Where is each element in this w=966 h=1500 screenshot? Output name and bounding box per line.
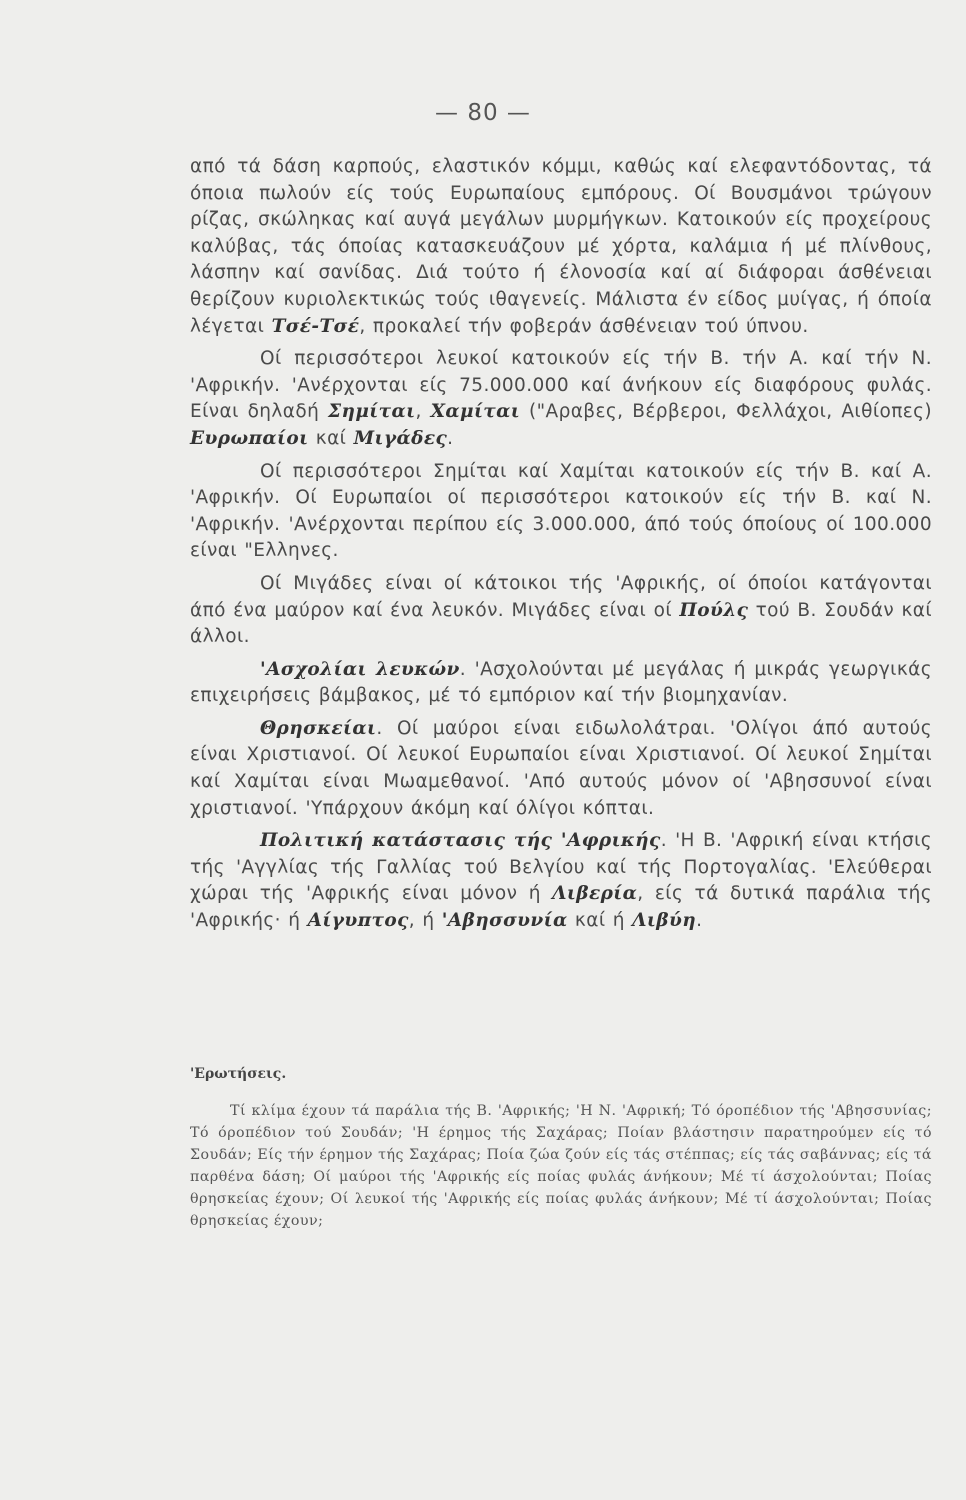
text-run: , ή — [408, 910, 442, 932]
highlight-term: Λιβερία — [552, 883, 638, 905]
highlight-term: Πούλς — [679, 599, 749, 621]
text-run: ("Αραβες, Βέρβεροι, Φελλάχοι, Αιθίοπες) — [520, 401, 933, 423]
text-run: καί — [308, 427, 354, 449]
text-run: από τά δάση καρπούς, ελαστικόν κόμμι, καθώς καί ελεφαντόδοντας, τά όποια πωλούν είς τούς Ευρωπαίους εμπόρους. Οί Βουσμάνοι τρώγουν ρίζας, σκώληκας καί αυγά μεγάλων μυρμήγκων. Κατοικούν είς προχείρους καλύβας, τάς όποίας κατασκευάζουν μέ χόρτα, καλάμια ή μέ πλίνθους, λάσπην καί σανίδας. Διά τούτο ή έλονοσία καί αί διάφοραι άσθένειαι θερίζουν κυριολεκτικώς τούς ιθαγενείς. Μάλιστα έν είδος μυίγας, ή όποία λέγεται — [190, 156, 932, 337]
text-run: τού Β. Σουδάν καί άλλοι. — [190, 599, 933, 648]
paragraph-2 — [190, 346, 932, 452]
section-heading: 'Ασχολίαι λευκών — [260, 658, 460, 680]
text-run: καί ή — [567, 910, 633, 932]
paragraph-3 — [190, 459, 932, 565]
text-run: . 'Η Β. 'Αφρική είναι κτήσις τής 'Αγγλίας τής Γαλλίας τού Βελγίου καί τής Πορτογαλίας. 'Ελεύθεραι χώραι τής 'Αφρικής είναι μόνον ή — [190, 830, 932, 905]
text-run: , είς τά δυτικά παράλια τής 'Αφρικής· ή — [190, 883, 932, 932]
questions-text: Τί κλίμα έχουν τά παράλια τής Β. 'Αφρικής; 'Η Ν. 'Αφρική; Τό όροπέδιον τής 'Αβησσυνίας; Τό όροπέδιον τού Σουδάν; 'Η έρημος τής Σαχάρας; Ποίαν βλάστησιν παρατηρούμεν είς τό Σουδάν; Είς τήν έρημον τής Σαχάρας; Ποία ζώα ζούν είς τάς στέππας; είς τάς σαβάννας; είς τά παρθένα δάση; Οί μαύροι τής 'Αφρικής είς ποίας φυλάς άνήκουν; Μέ τί άσχολούνται; Ποίας θρησκείας έχουν; Οί λευκοί τής 'Αφρικής είς ποίας φυλάς άνήκουν; Μέ τί άσχολούνται; Ποίας θρησκείας έχουν; — [190, 1103, 932, 1229]
text-run: . — [447, 427, 454, 449]
section-heading: Πολιτική κατάστασις τής 'Αφρικής — [260, 830, 661, 852]
paragraph-1 — [190, 154, 932, 340]
section-heading: Θρησκείαι — [260, 717, 377, 739]
highlight-term: Λιβύη — [632, 910, 697, 932]
body-text — [190, 154, 932, 941]
paragraph-7 — [190, 828, 932, 934]
highlight-term: Σημίται — [328, 401, 416, 423]
text-run: , προκαλεί τήν φοβεράν άσθένειαν τού ύπνου. — [359, 315, 809, 337]
highlight-term: Τσέ-Τσέ — [271, 315, 360, 337]
text-run: Οί Μιγάδες είναι οί κάτοικοι τής 'Αφρικής, οί όποίοι κατάγονται άπό ένα μαύρον καί ένα λευκόν. Μιγάδες είναι οί — [190, 572, 932, 621]
highlight-term: 'Αβησσυνία — [441, 910, 568, 932]
paragraph-5 — [190, 657, 932, 710]
text-run: Οί περισσότεροι Σημίται καί Χαμίται κατοικούν είς τήν Β. καί Α. 'Αφρικήν. Οί Ευρωπαίοι οί περισσότεροι κατοικούν είς τήν Β. καί Ν. 'Αφρικήν. 'Ανέρχονται περίπου είς 3.000.000, άπό τούς όποίους οί 100.000 είναι "Ελληνες. — [190, 460, 932, 562]
questions-heading: 'Ερωτήσεις. — [190, 1066, 287, 1082]
highlight-term: Αίγυπτος — [307, 910, 409, 932]
highlight-term: Ευρωπαίοι — [190, 427, 309, 449]
text-run: . 'Ασχολούνται μέ μεγάλας ή μικράς γεωργικάς επιχειρήσεις βάμβακος, μέ τό εμπόριον καί τήν βιομηχανίαν. — [190, 658, 932, 707]
text-run: , — [415, 401, 431, 423]
highlight-term: Μιγάδες — [353, 427, 448, 449]
text-run: . Οί μαύροι είναι ειδωλολάτραι. 'Ολίγοι άπό αυτούς είναι Χριστιανοί. Οί λευκοί Ευρωπαίοι είναι Χριστιανοί. Οί λευκοί Σημίται καί Χαμίται είναι Μωαμεθανοί. 'Από αυτούς μόνον οί 'Αβησσυνοί είναι χριστιανοί. 'Υπάρχουν άκόμη καί όλίγοι κόπται. — [190, 717, 932, 819]
page-number: — 80 — — [435, 100, 531, 126]
highlight-term: Χαμίται — [430, 401, 521, 423]
paragraph-6 — [190, 716, 932, 822]
text-run: Οί περισσότεροι λευκοί κατοικούν είς τήν Β. τήν Α. καί τήν Ν. 'Αφρικήν. 'Ανέρχονται είς 75.000.000 καί άνήκουν είς διαφόρους φυλάς. Είναι δηλαδή — [190, 348, 932, 423]
paragraph-4 — [190, 571, 932, 651]
text-run: . — [696, 910, 703, 932]
